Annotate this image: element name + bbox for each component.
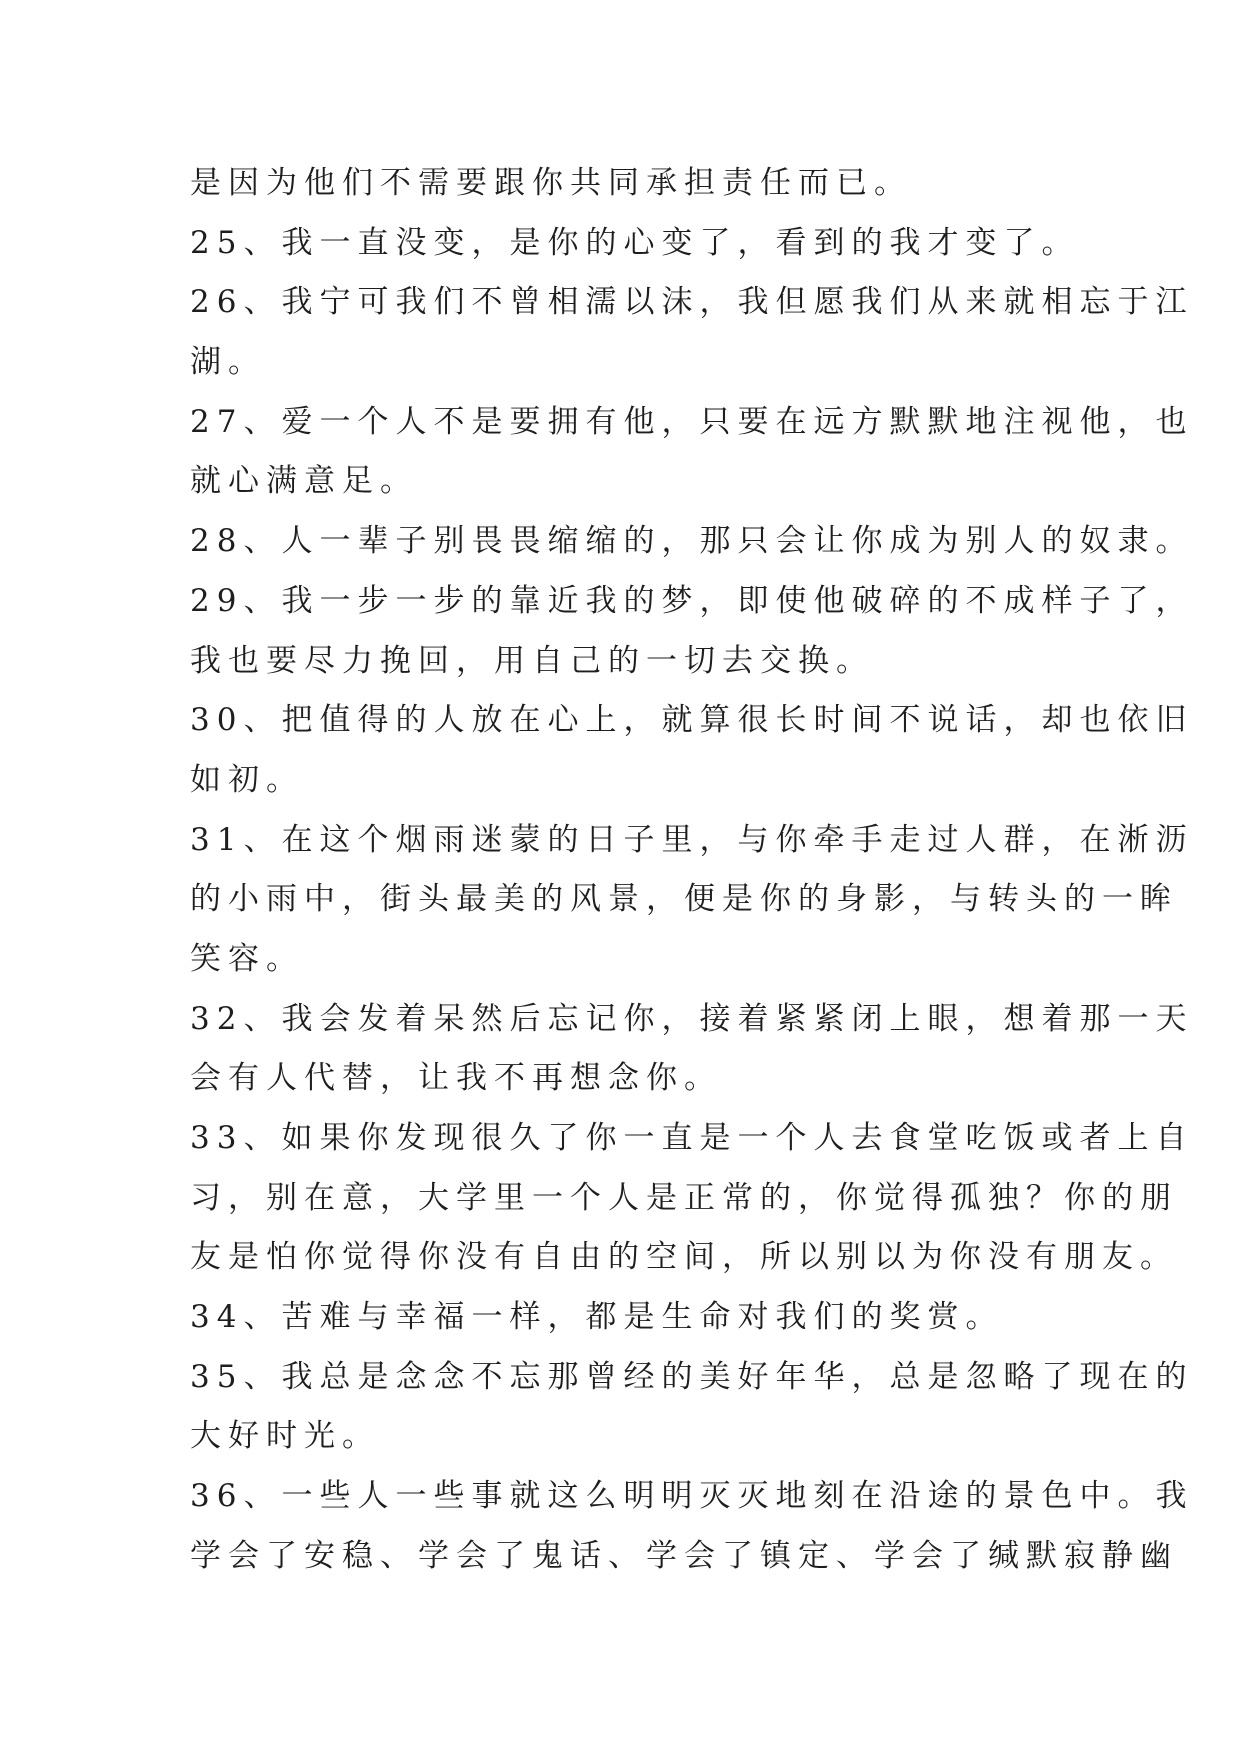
text-line: 25、我一直没变，是你的心变了，看到的我才变了。 <box>190 224 1080 261</box>
text-line: 笑容。 <box>190 940 304 977</box>
text-line: 友是怕你觉得你没有自由的空间，所以别以为你没有朋友。 <box>190 1239 1178 1276</box>
text-line: 33、如果你发现很久了你一直是一个人去食堂吃饭或者上自 <box>190 1120 1194 1156</box>
text-line: 30、把值得的人放在心上，就算很长时间不说话，却也依旧 <box>190 702 1194 739</box>
text-line: 学会了安稳、学会了鬼话、学会了镇定、学会了缄默寂静幽 <box>190 1537 1178 1574</box>
text-line: 习，别在意，大学里一个人是正常的，你觉得孤独？你的朋 <box>190 1179 1178 1216</box>
text-line: 29、我一步一步的靠近我的梦，即使他破碎的不成样子了， <box>190 582 1194 619</box>
text-line: 27、爱一个人不是要拥有他，只要在远方默默地注视他，也 <box>190 403 1194 440</box>
text-line: 如初。 <box>190 761 304 798</box>
text-line: 我也要尽力挽回，用自己的一切去交换。 <box>190 642 874 679</box>
text-line: 32、我会发着呆然后忘记你，接着紧紧闭上眼，想着那一天 <box>190 1000 1194 1037</box>
text-line: 的小雨中，街头最美的风景，便是你的身影，与转头的一眸 <box>190 881 1178 918</box>
document-body <box>190 154 1194 1587</box>
text-line: 就心满意足。 <box>190 463 418 500</box>
text-line: 35、我总是念念不忘那曾经的美好年华，总是忽略了现在的 <box>190 1358 1194 1395</box>
text-line: 会有人代替，让我不再想念你。 <box>190 1060 722 1097</box>
text-line: 是因为他们不需要跟你共同承担责任而已。 <box>190 165 912 201</box>
text-line: 34、苦难与幸福一样，都是生命对我们的奖赏。 <box>190 1299 1004 1336</box>
text-line: 31、在这个烟雨迷蒙的日子里，与你牵手走过人群，在淅沥 <box>190 821 1194 858</box>
text-line: 26、我宁可我们不曾相濡以沫，我但愿我们从来就相忘于江 <box>190 284 1194 321</box>
text-line: 大好时光。 <box>190 1418 380 1455</box>
text-line: 36、一些人一些事就这么明明灭灭地刻在沿途的景色中。我 <box>190 1478 1194 1515</box>
text-line: 28、人一辈子别畏畏缩缩的，那只会让你成为别人的奴隶。 <box>190 523 1194 560</box>
text-line: 湖。 <box>190 344 266 381</box>
